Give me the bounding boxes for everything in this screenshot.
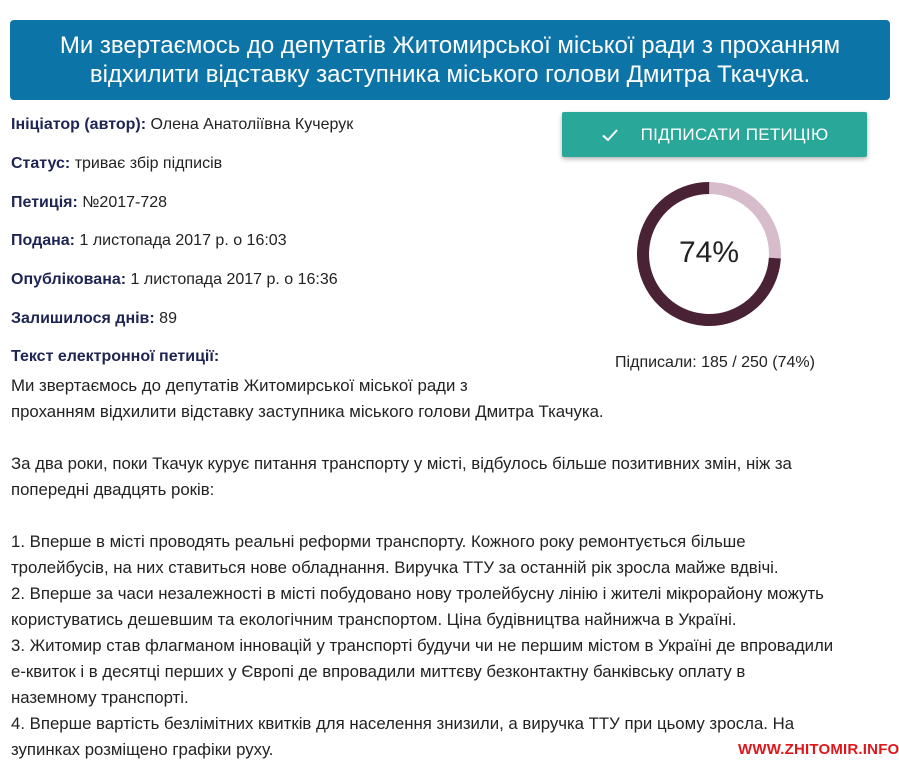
status-label: Статус: — [11, 155, 71, 172]
meta-submitted — [11, 232, 287, 250]
sign-petition-button[interactable] — [562, 112, 867, 157]
initiator-label: Ініціатор (автор): — [11, 116, 147, 133]
meta-petition-number — [11, 194, 167, 212]
submitted-label: Подана: — [11, 232, 76, 249]
list-item-line: е-квиток і в десятці перших у Європі де впровадили миттєву безконтактну банківську оплату в — [11, 662, 746, 681]
list-item-line: 4. Вперше вартість безлімітних квитків для населення знизили, а виручка ТТУ при цьому зросла. На — [11, 714, 795, 733]
petition-number-value: №2017-728 — [82, 194, 168, 211]
petition-number-label: Петиція: — [11, 194, 78, 211]
check-icon — [601, 126, 619, 144]
list-item-line: користуватись дешевшим та екологічним транспортом. Ціна будівництва найнижча в Україні. — [11, 610, 737, 629]
text-line: попередні двадцять років: — [11, 480, 215, 499]
list-item-line: 3. Житомир став флагманом інновацій у транспорті будучи чи не першим містом в Україні де впровадили — [11, 636, 834, 655]
list-item-line: наземному транспорті. — [11, 688, 189, 707]
days-left-value: 89 — [159, 310, 177, 327]
progress-percent: 74% — [678, 236, 740, 269]
list-item-line: тролейбусів, на них ставиться нове обладнання. Виручка ТТУ за останній рік зросла майже вдвічі. — [11, 558, 779, 577]
site-watermark: WWW.ZHITOMIR.INFO — [738, 741, 899, 758]
published-label: Опублікована: — [11, 271, 127, 288]
sign-petition-label: ПІДПИСАТИ ПЕТИЦІЮ — [640, 124, 829, 144]
days-left-label: Залишилося днів: — [11, 310, 155, 327]
petition-title-banner — [10, 20, 890, 100]
meta-status — [11, 155, 222, 173]
meta-initiator — [11, 116, 353, 134]
text-line: проханням відхилити відставку заступника міського голови Дмитра Ткачука. — [11, 402, 604, 421]
petition-text-paragraph — [11, 451, 891, 503]
initiator-value: Олена Анатоліївна Кучерук — [150, 116, 354, 133]
text-line: За два роки, поки Ткачук курує питання транспорту у місті, відбулось більше позитивних змін, ніж за — [11, 454, 792, 473]
meta-days-left — [11, 310, 177, 328]
published-value: 1 листопада 2017 р. о 16:36 — [130, 271, 338, 288]
petition-text-intro — [11, 373, 891, 425]
list-item-line: 2. Вперше за часи незалежності в місті побудовано нову тролейбусну лінію і жителі мікрорайону можуть — [11, 584, 824, 603]
petition-title: Ми звертаємось до депутатів Житомирської міської ради з проханням відхилити відставку заступника міського голови Дмитра Ткачука. — [59, 32, 841, 88]
list-item-line: 1. Вперше в місті проводять реальні реформи транспорту. Кожного року ремонтується більше — [11, 532, 746, 551]
meta-published — [11, 271, 338, 289]
signed-count: Підписали: 185 / 250 (74%) — [615, 354, 815, 371]
status-value: триває збір підписів — [74, 155, 223, 172]
submitted-value: 1 листопада 2017 р. о 16:03 — [79, 232, 287, 249]
list-item-line: зупинках розміщено графіки руху. — [11, 740, 274, 759]
petition-text-label: Текст електронної петиції: — [11, 348, 220, 365]
petition-text-list — [11, 529, 891, 763]
text-line: Ми звертаємось до депутатів Житомирської міської ради з — [11, 376, 468, 395]
